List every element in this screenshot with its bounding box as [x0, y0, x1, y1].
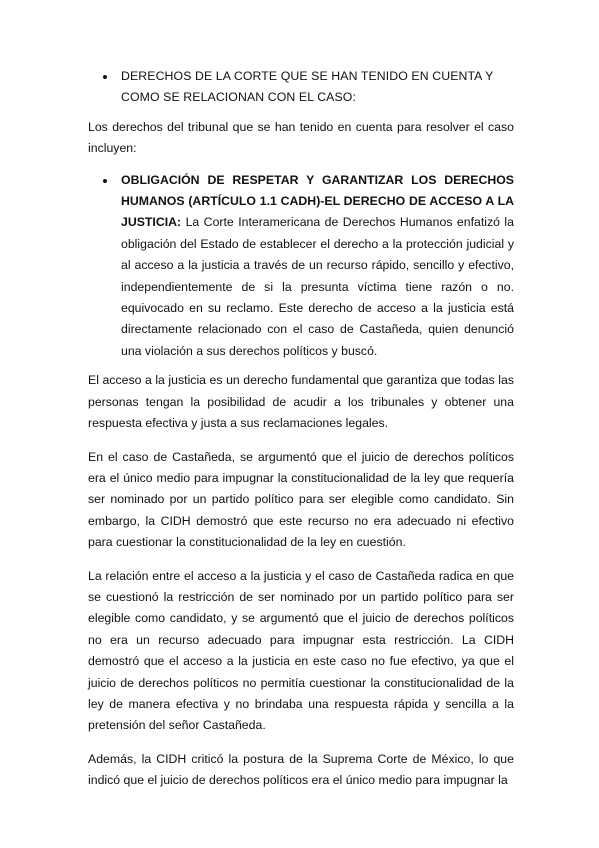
paragraph-supreme-court: Además, la CIDH criticó la postura de la Suprema Corte de México, lo que indicó que el juicio de derechos políticos era el único medio para impugnar la [88, 751, 514, 788]
intro-paragraph: Los derechos del tribunal que se han tenido en cuenta para resolver el caso incluyen: [88, 119, 514, 156]
bullet-icon [103, 179, 107, 183]
obligation-body: La Corte Interamericana de Derechos Humanos enfatizó la obligación del Estado de establecer el derecho a la protección judicial y al acceso a la justicia a través de un recurso rápido, sencillo y efectivo, independientemente de si la presunta víctima tiene razón o no. equivocado en su reclamo. Este derecho de acceso a la justicia está directamente relacionado con el caso de Castañeda, quien denunció una violación a sus derechos políticos y buscó. [121, 215, 514, 358]
section-heading: DERECHOS DE LA CORTE QUE SE HAN TENIDO EN CUENTA Y COMO SE RELACIONAN CON EL CASO: [121, 69, 494, 105]
section-heading-item [88, 66, 514, 109]
obligation-title: OBLIGACIÓN DE RESPETAR Y GARANTIZAR LOS DERECHOS HUMANOS (ARTÍCULO 1.1 CADH)-EL DERECHO DE ACCESO A LA JUSTICIA: [121, 172, 514, 230]
bullet-icon [103, 75, 107, 79]
obligation-item [88, 170, 514, 363]
document-body [88, 66, 514, 792]
paragraph-castaneda-case: En el caso de Castañeda, se argumentó que el juicio de derechos políticos era el único medio para impugnar la constitucionalidad de la ley que requería ser nominado por un partido político para ser elegible como candidato. Sin embargo, la CIDH demostró que este recurso no era adecuado ni efectivo para cuestionar la constitucionalidad de la ley en cuestión. [88, 449, 514, 550]
paragraph-relation: La relación entre el acceso a la justicia y el caso de Castañeda radica en que se cuestionó la restricción de ser nominado por un partido político para ser elegible como candidato, y se argumentó que el juicio de derechos políticos no era un recurso adecuado para impugnar esta restricción. La CIDH demostró que el acceso a la justicia en este caso no fue efectivo, ya que el juicio de derechos políticos no permitía cuestionar la constitucionalidad de la ley de manera efectiva y no brindaba una respuesta rápida y sencilla a la pretensión del señor Castañeda. [88, 568, 514, 733]
obligation-text [121, 170, 514, 363]
paragraph-access-to-justice: El acceso a la justicia es un derecho fundamental que garantiza que todas las personas tengan la posibilidad de acudir a los tribunales y obtener una respuesta efectiva y justa a sus reclamaciones legales. [88, 373, 514, 431]
